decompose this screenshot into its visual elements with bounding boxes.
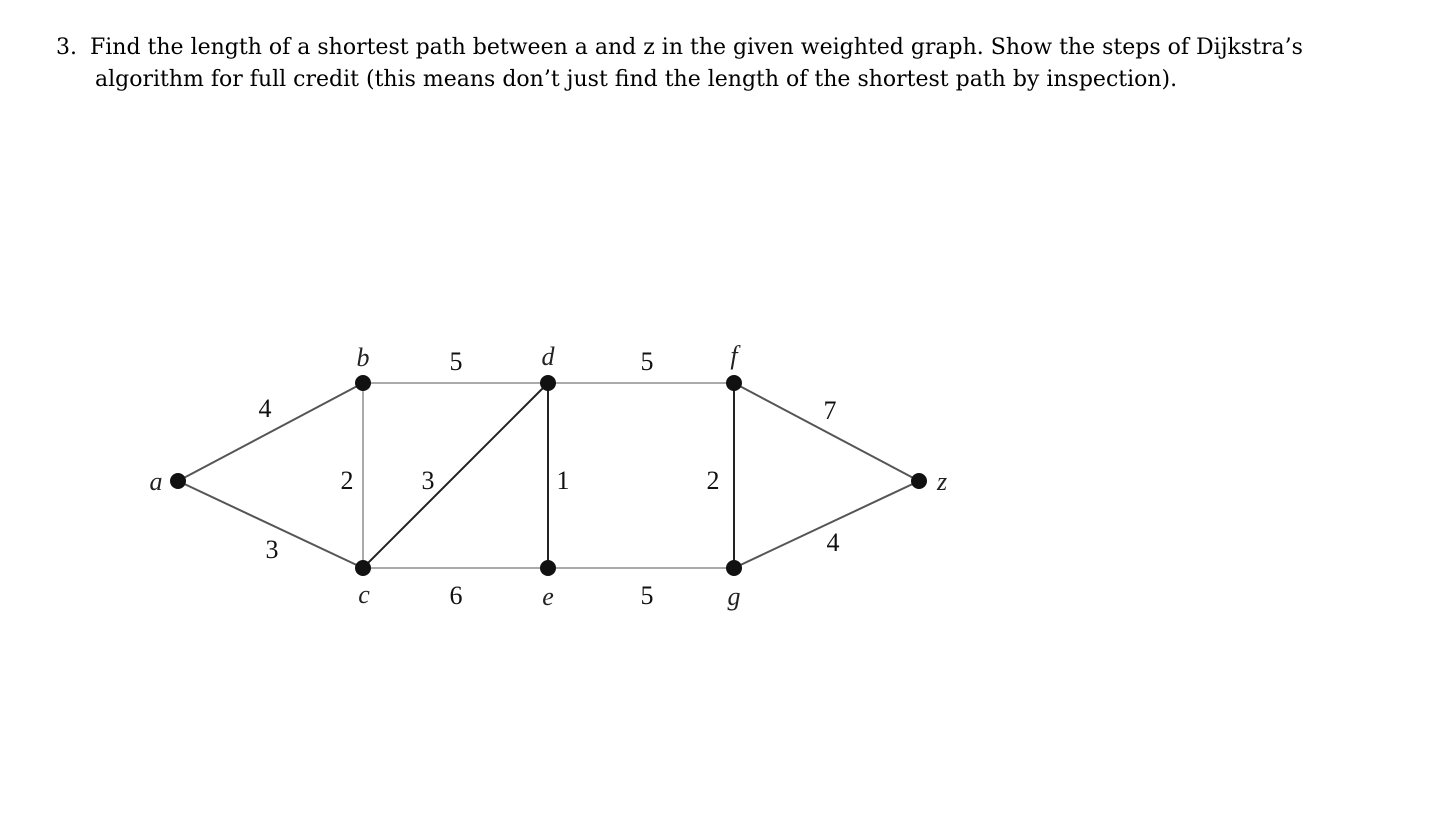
edge-weight-c-d: 3 xyxy=(421,466,435,495)
edge-weight-a-c: 3 xyxy=(265,535,279,564)
node-b xyxy=(355,375,371,391)
edge-weight-b-d: 5 xyxy=(449,347,463,376)
node-e xyxy=(540,560,556,576)
edge-weight-f-g: 2 xyxy=(706,466,720,495)
node-label-g: g xyxy=(727,582,741,611)
node-label-b: b xyxy=(356,343,370,372)
edge-weight-g-z: 4 xyxy=(826,528,840,557)
problem-text-line-2: algorithm for full credit (this means don’t just find the length of the shortest path by inspection). xyxy=(95,67,1178,92)
edge-weight-b-c: 2 xyxy=(340,466,354,495)
problem-number: 3. xyxy=(56,35,77,60)
edges-layer xyxy=(178,383,919,568)
node-label-c: c xyxy=(358,580,370,609)
node-c xyxy=(355,560,371,576)
node-label-a: a xyxy=(149,467,163,496)
edge-weight-e-g: 5 xyxy=(640,581,654,610)
edge-weight-f-z: 7 xyxy=(823,396,837,425)
edge-weight-d-e: 1 xyxy=(556,466,570,495)
problem-text-line-1: Find the length of a shortest path between a and z in the given weighted graph. Show the steps of Dijkstra’s xyxy=(90,35,1303,60)
node-z xyxy=(911,473,927,489)
node-label-z: z xyxy=(936,467,948,496)
node-label-e: e xyxy=(542,582,554,611)
edge-weight-a-b: 4 xyxy=(258,394,272,423)
node-d xyxy=(540,375,556,391)
edge-c-d xyxy=(363,383,548,568)
node-g xyxy=(726,560,742,576)
node-a xyxy=(170,473,186,489)
edge-weight-c-e: 6 xyxy=(449,581,463,610)
node-label-d: d xyxy=(541,342,555,371)
node-f xyxy=(726,375,742,391)
edge-weight-d-f: 5 xyxy=(640,347,654,376)
node-label-f: f xyxy=(730,341,738,370)
